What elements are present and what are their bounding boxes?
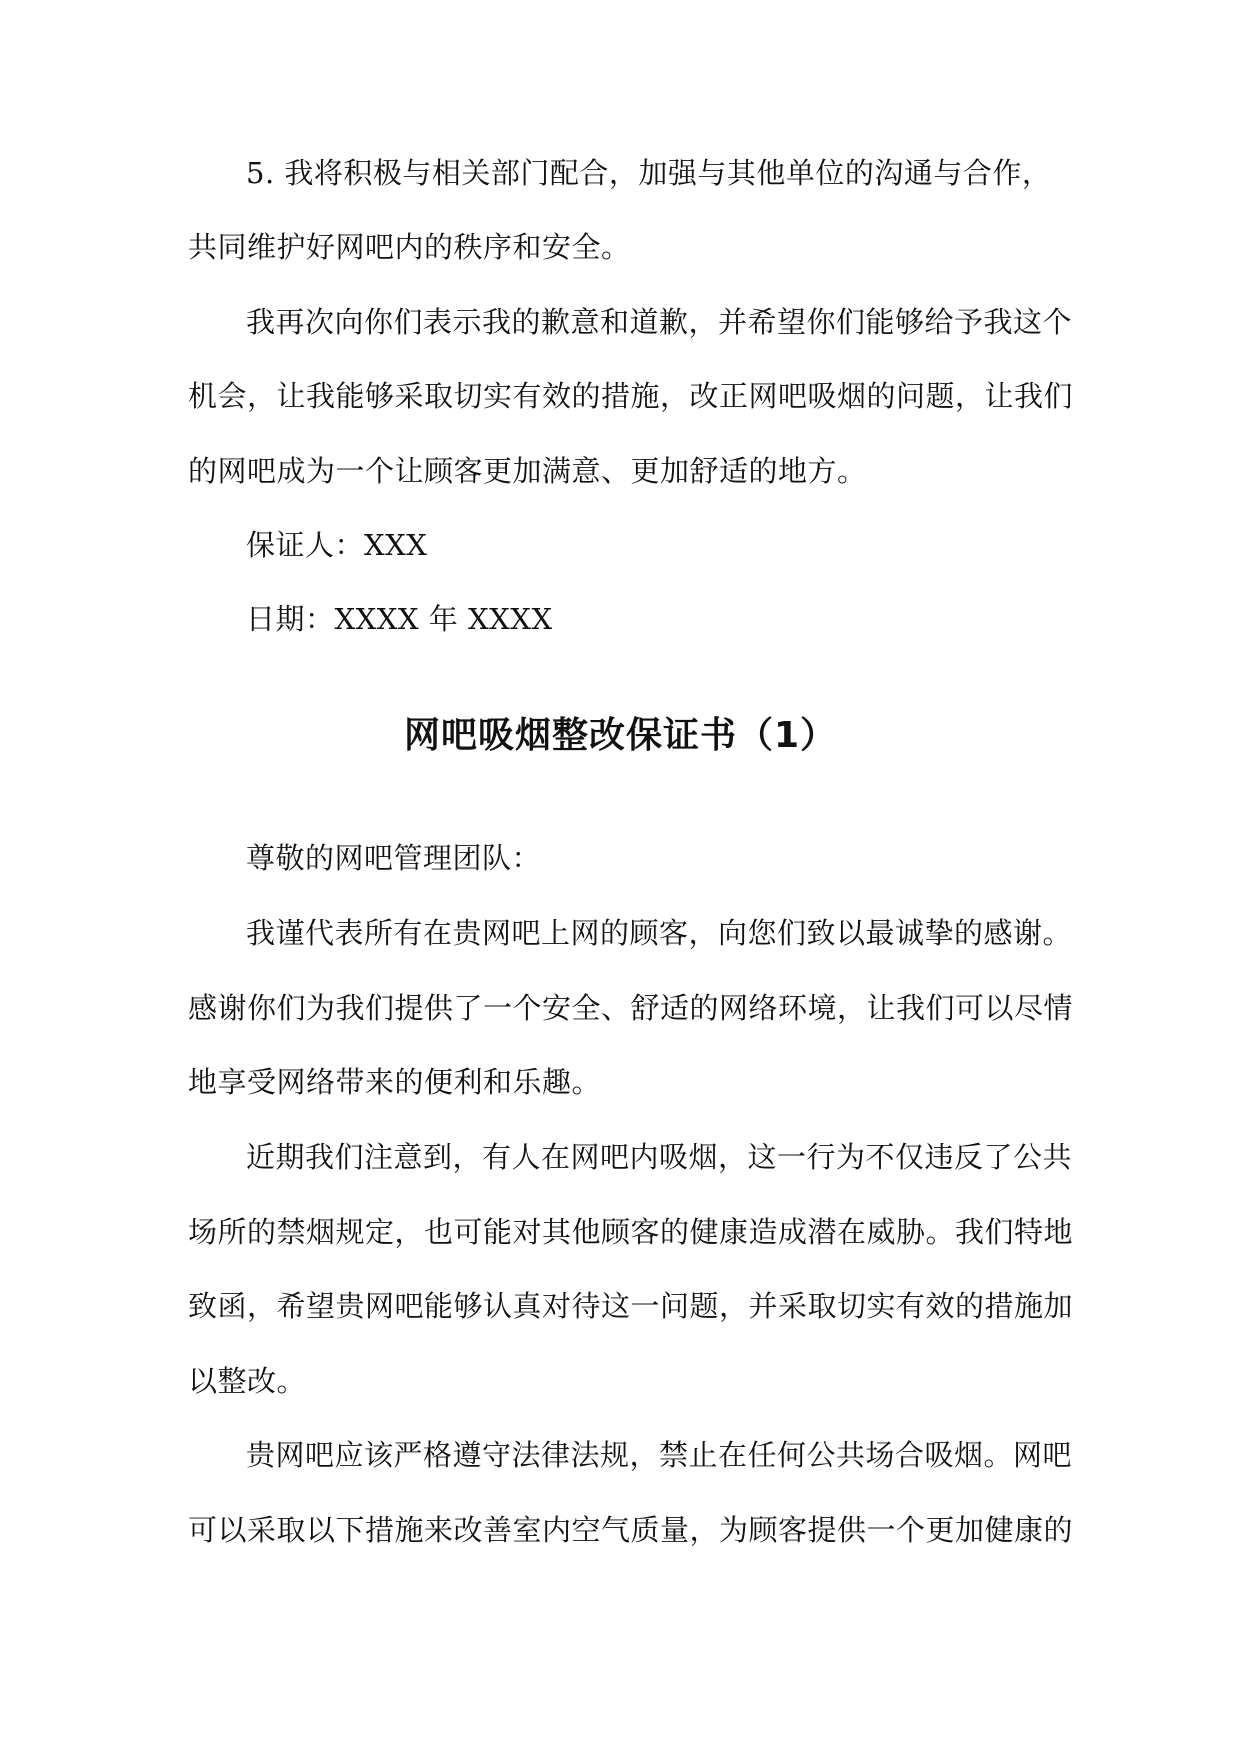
paragraph-line: 的网吧成为一个让顾客更加满意、更加舒适的地方。 bbox=[188, 454, 867, 488]
paragraph-line: 共同维护好网吧内的秩序和安全。 bbox=[188, 230, 631, 264]
guarantor-line: 保证人：XXX bbox=[246, 528, 428, 562]
paragraph-line: 致函，希望贵网吧能够认真对待这一问题，并采取切实有效的措施加 bbox=[188, 1289, 1074, 1323]
paragraph-line: 我再次向你们表示我的歉意和道歉，并希望你们能够给予我这个 bbox=[246, 305, 1073, 339]
paragraph-line: 场所的禁烟规定，也可能对其他顾客的健康造成潜在威胁。我们特地 bbox=[188, 1215, 1074, 1249]
paragraph-line: 感谢你们为我们提供了一个安全、舒适的网络环境，让我们可以尽情 bbox=[188, 991, 1074, 1025]
paragraph-line: 近期我们注意到，有人在网吧内吸烟，这一行为不仅违反了公共 bbox=[246, 1140, 1073, 1174]
date-line: 日期：XXXX 年 XXXX bbox=[246, 602, 553, 636]
paragraph-line: 我谨代表所有在贵网吧上网的顾客，向您们致以最诚挚的感谢。 bbox=[246, 916, 1073, 950]
paragraph-line: 地享受网络带来的便利和乐趣。 bbox=[188, 1065, 602, 1099]
paragraph-line: 贵网吧应该严格遵守法律法规，禁止在任何公共场合吸烟。网吧 bbox=[246, 1438, 1073, 1472]
paragraph-line: 机会，让我能够采取切实有效的措施，改正网吧吸烟的问题，让我们 bbox=[188, 379, 1074, 413]
paragraph-line: 5. 我将积极与相关部门配合，加强与其他单位的沟通与合作， bbox=[246, 156, 1052, 190]
paragraph-line: 可以采取以下措施来改善室内空气质量，为顾客提供一个更加健康的 bbox=[188, 1513, 1074, 1547]
document-title: 网吧吸烟整改保证书（1） bbox=[403, 715, 838, 756]
paragraph-line: 以整改。 bbox=[188, 1364, 307, 1398]
salutation-line: 尊敬的网吧管理团队： bbox=[246, 841, 542, 875]
